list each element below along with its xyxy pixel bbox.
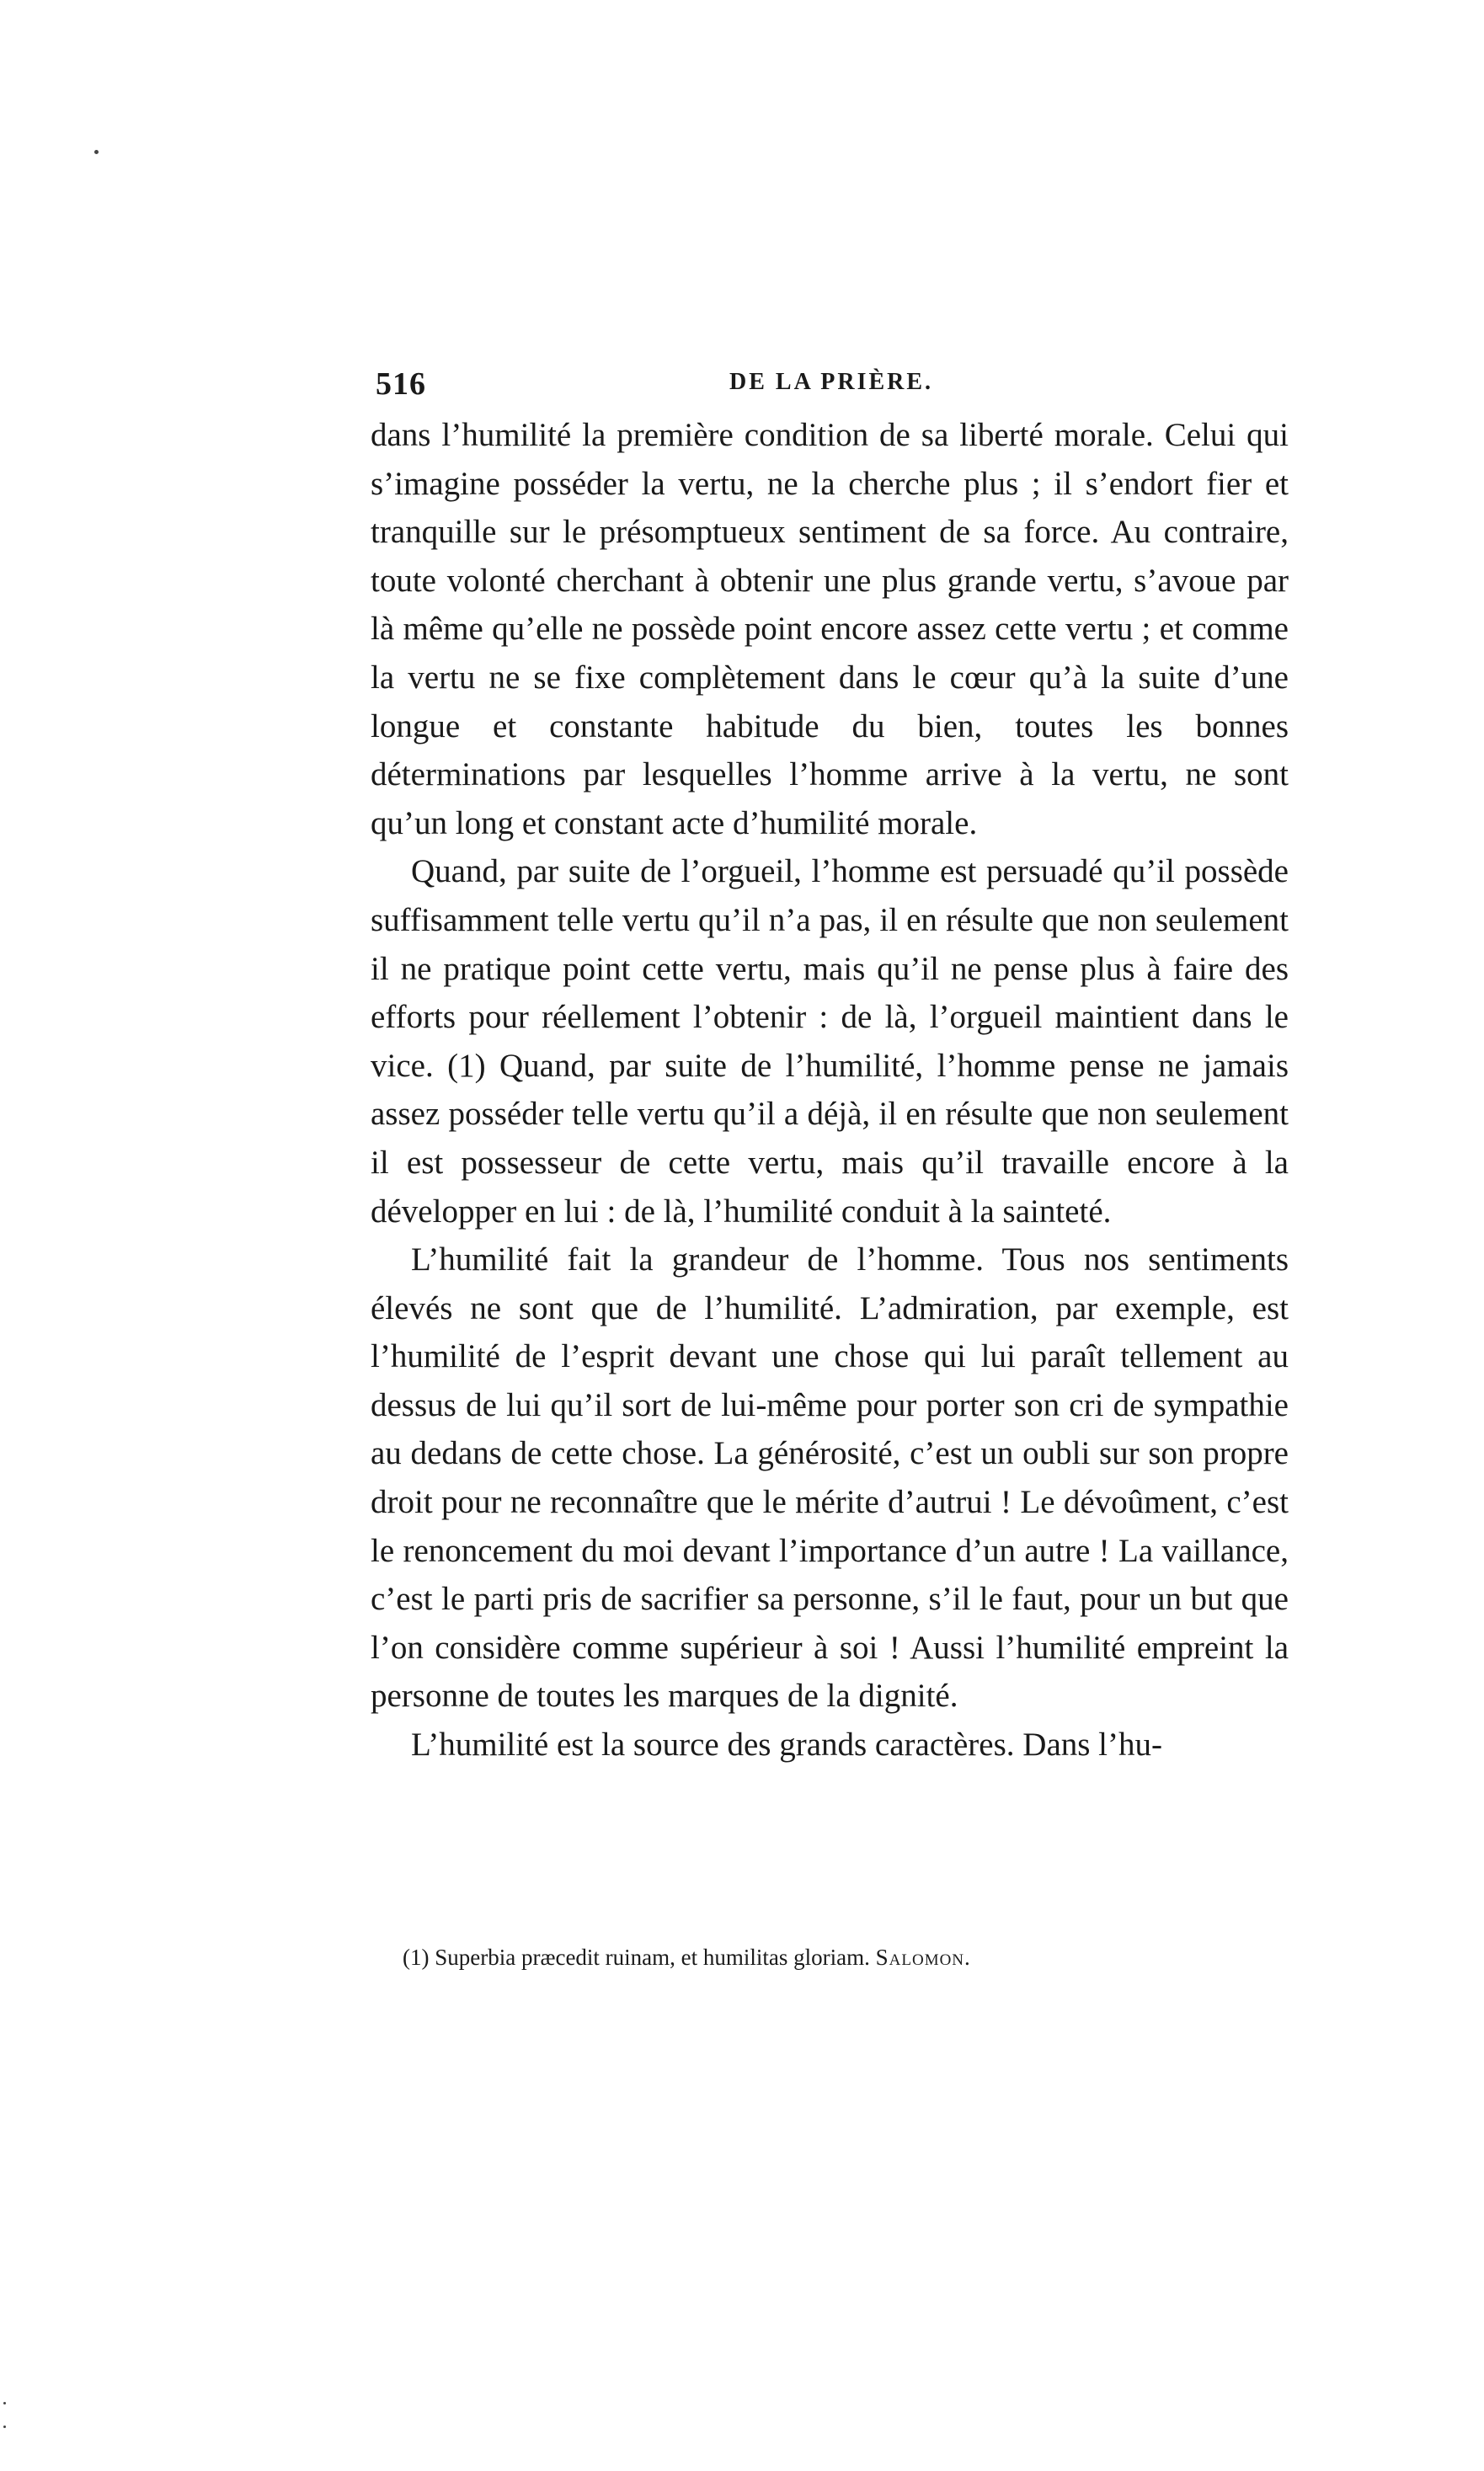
running-title: DE LA PRIÈRE. [729,369,934,395]
paragraph-4: L’humilité est la source des grands caractères. Dans l’hu- [411,1726,1162,1764]
paragraph-2: Quand, par suite de l’orgueil, l’homme est persuadé qu’il possède suffisamment telle vertu qu’il n’a pas, il en résulte que non seulement il ne pratique point cette vertu, mais qu’il ne pense plus à faire des efforts pour réellement l’obtenir : de là, l’orgueil maintient dans le vice. (1) Quand, par suite de l’humilité, l’homme pense ne jamais assez posséder telle vertu qu’il a déjà, il en résulte que non seulement il est possesseur de cette vertu, mais qu’il travaille encore à la développer en lui : de là, l’humilité conduit à la sainteté. [371,853,1289,1230]
footnote-attribution: Salomon. [875,1945,971,1970]
running-head [376,366,1290,408]
footnote [403,1942,1295,1972]
scan-speck [3,2426,6,2428]
scan-speck [3,2402,6,2404]
page-number: 516 [376,366,426,402]
paragraph-1: dans l’humilité la première condition de sa liberté morale. Celui qui s’imagine posséder la vertu, ne la cherche plus ; il s’endort fier et tranquille sur le présomptueux sentiment de sa force. Au contraire, toute volonté cherchant à obtenir une plus grande vertu, s’avoue par là même qu’elle ne possède point encore assez cette vertu ; et comme la vertu ne se fixe complètement dans le cœur qu’à la suite d’une longue et constante habitude du bien, toutes les bonnes déterminations par lesquelles l’homme arrive à la vertu, ne sont qu’un long et constant acte d’humilité morale. [371,417,1289,841]
body-text [371,411,1289,1769]
scan-speck [94,150,99,154]
paragraph-3: L’humilité fait la grandeur de l’homme. Tous nos sentiments élevés ne sont que de l’humilité. L’admiration, par exemple, est l’humilité de l’esprit devant une chose qui lui paraît tellement au dessus de lui qu’il sort de lui-même pour porter son cri de sympathie au dedans de cette chose. La générosité, c’est un oubli sur son propre droit pour ne reconnaître que le mérite d’autrui ! Le dévoûment, c’est le renoncement du moi devant l’importance d’un autre ! La vaillance, c’est le parti pris de sacrifier sa personne, s’il le faut, pour un but que l’on considère comme supérieur à soi ! Aussi l’humilité empreint la personne de toutes les marques de la dignité. [371,1241,1289,1715]
footnote-text: Superbia præcedit ruinam, et humilitas gloriam. [435,1945,870,1970]
footnote-marker: (1) [403,1945,430,1970]
